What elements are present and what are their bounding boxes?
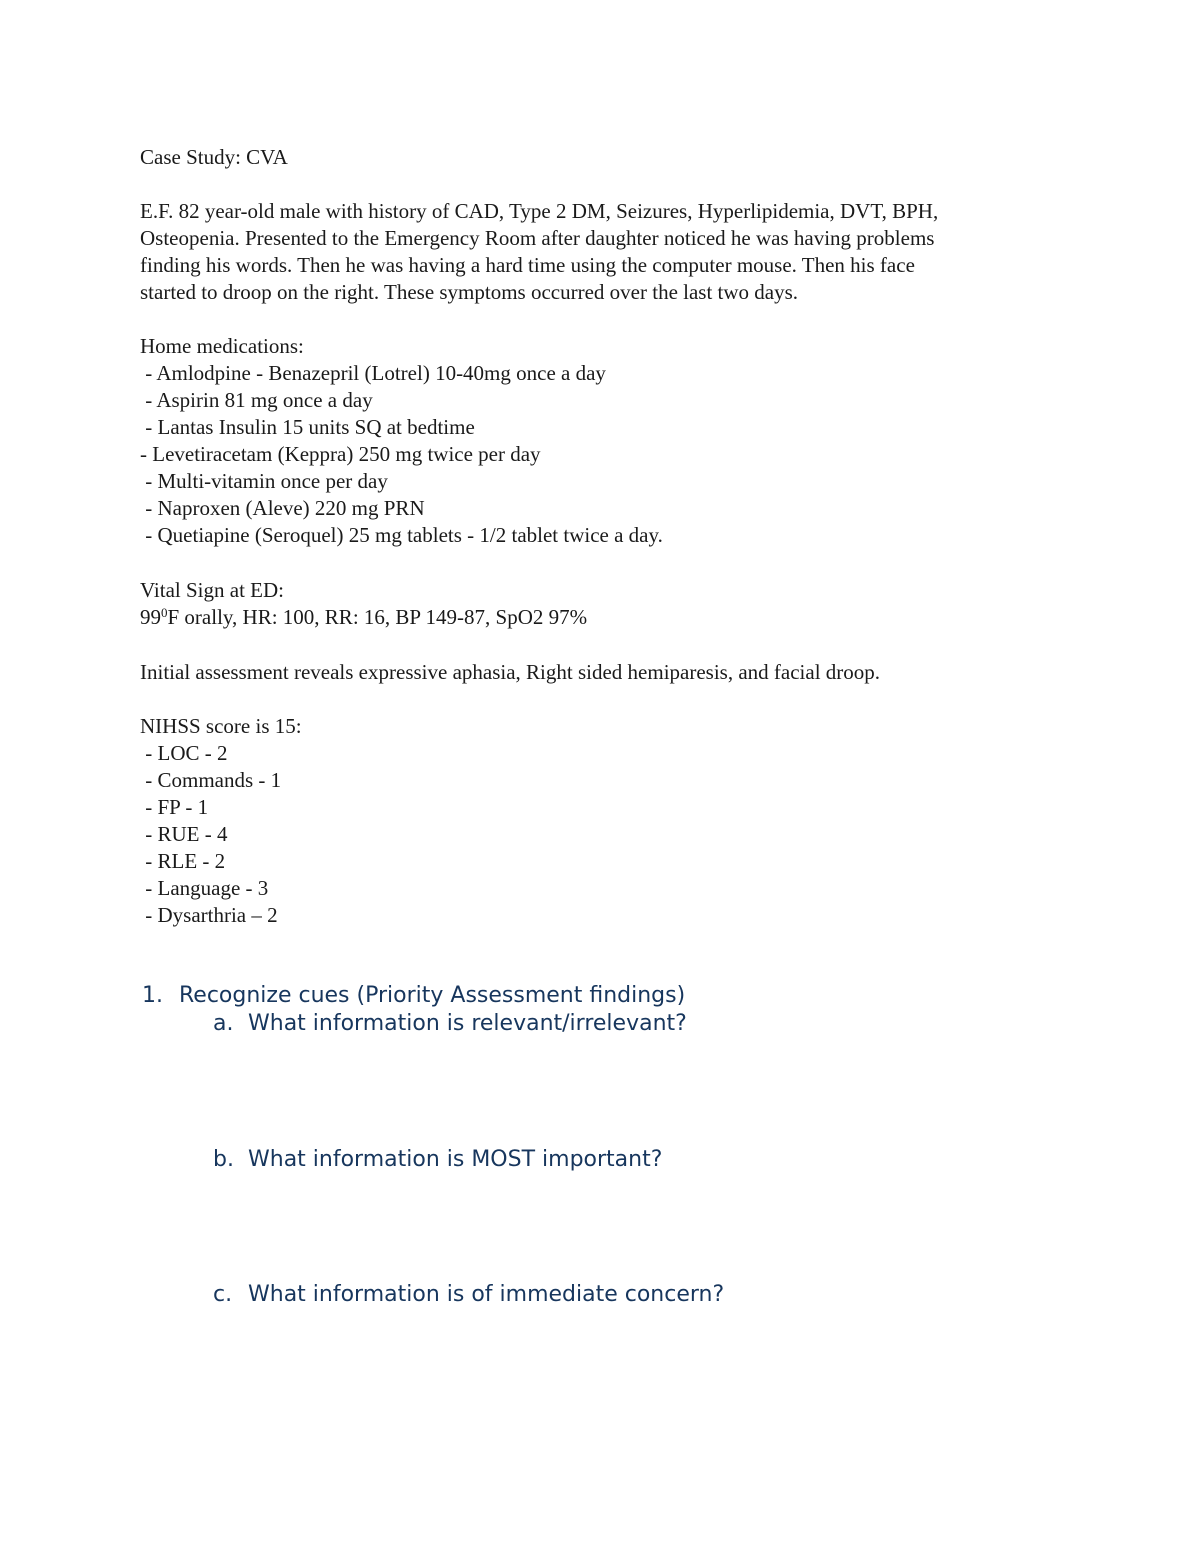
nihss-item: - FP - 1 — [140, 795, 209, 819]
question-sub-letter: c. — [213, 1282, 233, 1307]
nihss-section — [140, 713, 1060, 929]
nihss-item: - RUE - 4 — [140, 822, 228, 846]
nihss-item: - Commands - 1 — [140, 768, 282, 792]
medication-item: - Aspirin 81 mg once a day — [140, 388, 373, 412]
question-sub-text: What information is of immediate concern? — [248, 1282, 725, 1307]
vitals-rest: F orally, HR: 100, RR: 16, BP 149-87, SpO2 97% — [167, 605, 588, 629]
history-line: finding his words. Then he was having a hard time using the computer mouse. Then his face — [140, 253, 915, 277]
vitals-section — [140, 577, 1060, 631]
assessment-text: Initial assessment reveals expressive aphasia, Right sided hemiparesis, and facial droop. — [140, 660, 881, 684]
question-sub-letter: b. — [213, 1147, 234, 1172]
medication-item: - Levetiracetam (Keppra) 250 mg twice per day — [140, 442, 541, 466]
question-sub-letter: a. — [213, 1011, 234, 1036]
medication-item: - Quetiapine (Seroquel) 25 mg tablets - 1/2 tablet twice a day. — [140, 523, 663, 547]
history-line: started to droop on the right. These symptoms occurred over the last two days. — [140, 280, 799, 304]
medication-item: - Multi-vitamin once per day — [140, 469, 388, 493]
nihss-item: - LOC - 2 — [140, 741, 228, 765]
medications-heading: Home medications: — [140, 334, 304, 358]
question-number: 1. — [142, 983, 163, 1008]
question-main-text: Recognize cues (Priority Assessment findings) — [179, 983, 686, 1008]
case-study-title — [140, 144, 1060, 171]
medication-item: - Naproxen (Aleve) 220 mg PRN — [140, 496, 425, 520]
question-sub-text: What information is relevant/irrelevant? — [248, 1011, 687, 1036]
question-sub-text: What information is MOST important? — [248, 1147, 663, 1172]
medication-item: - Lantas Insulin 15 units SQ at bedtime — [140, 415, 475, 439]
history-paragraph — [140, 198, 1060, 306]
nihss-item: - Dysarthria – 2 — [140, 903, 278, 927]
medications-section — [140, 333, 1060, 549]
question-main — [142, 982, 685, 1010]
medication-item: - Amlodpine - Benazepril (Lotrel) 10-40mg once a day — [140, 361, 606, 385]
vitals-heading: Vital Sign at ED: — [140, 578, 284, 602]
nihss-heading: NIHSS score is 15: — [140, 714, 302, 738]
history-line: E.F. 82 year-old male with history of CAD, Type 2 DM, Seizures, Hyperlipidemia, DVT, BPH, — [140, 199, 939, 223]
question-sub-c — [213, 1281, 724, 1309]
question-sub-a — [213, 1010, 687, 1038]
assessment-paragraph — [140, 659, 1060, 686]
vitals-values — [140, 604, 1060, 631]
nihss-item: - RLE - 2 — [140, 849, 226, 873]
title-text: Case Study: CVA — [140, 145, 288, 169]
history-line: Osteopenia. Presented to the Emergency Room after daughter noticed he was having problems — [140, 226, 935, 250]
temp-superscript: 0 — [161, 605, 168, 620]
temp-value: 99 — [140, 605, 161, 629]
nihss-item: - Language - 3 — [140, 876, 269, 900]
question-sub-b — [213, 1146, 662, 1174]
